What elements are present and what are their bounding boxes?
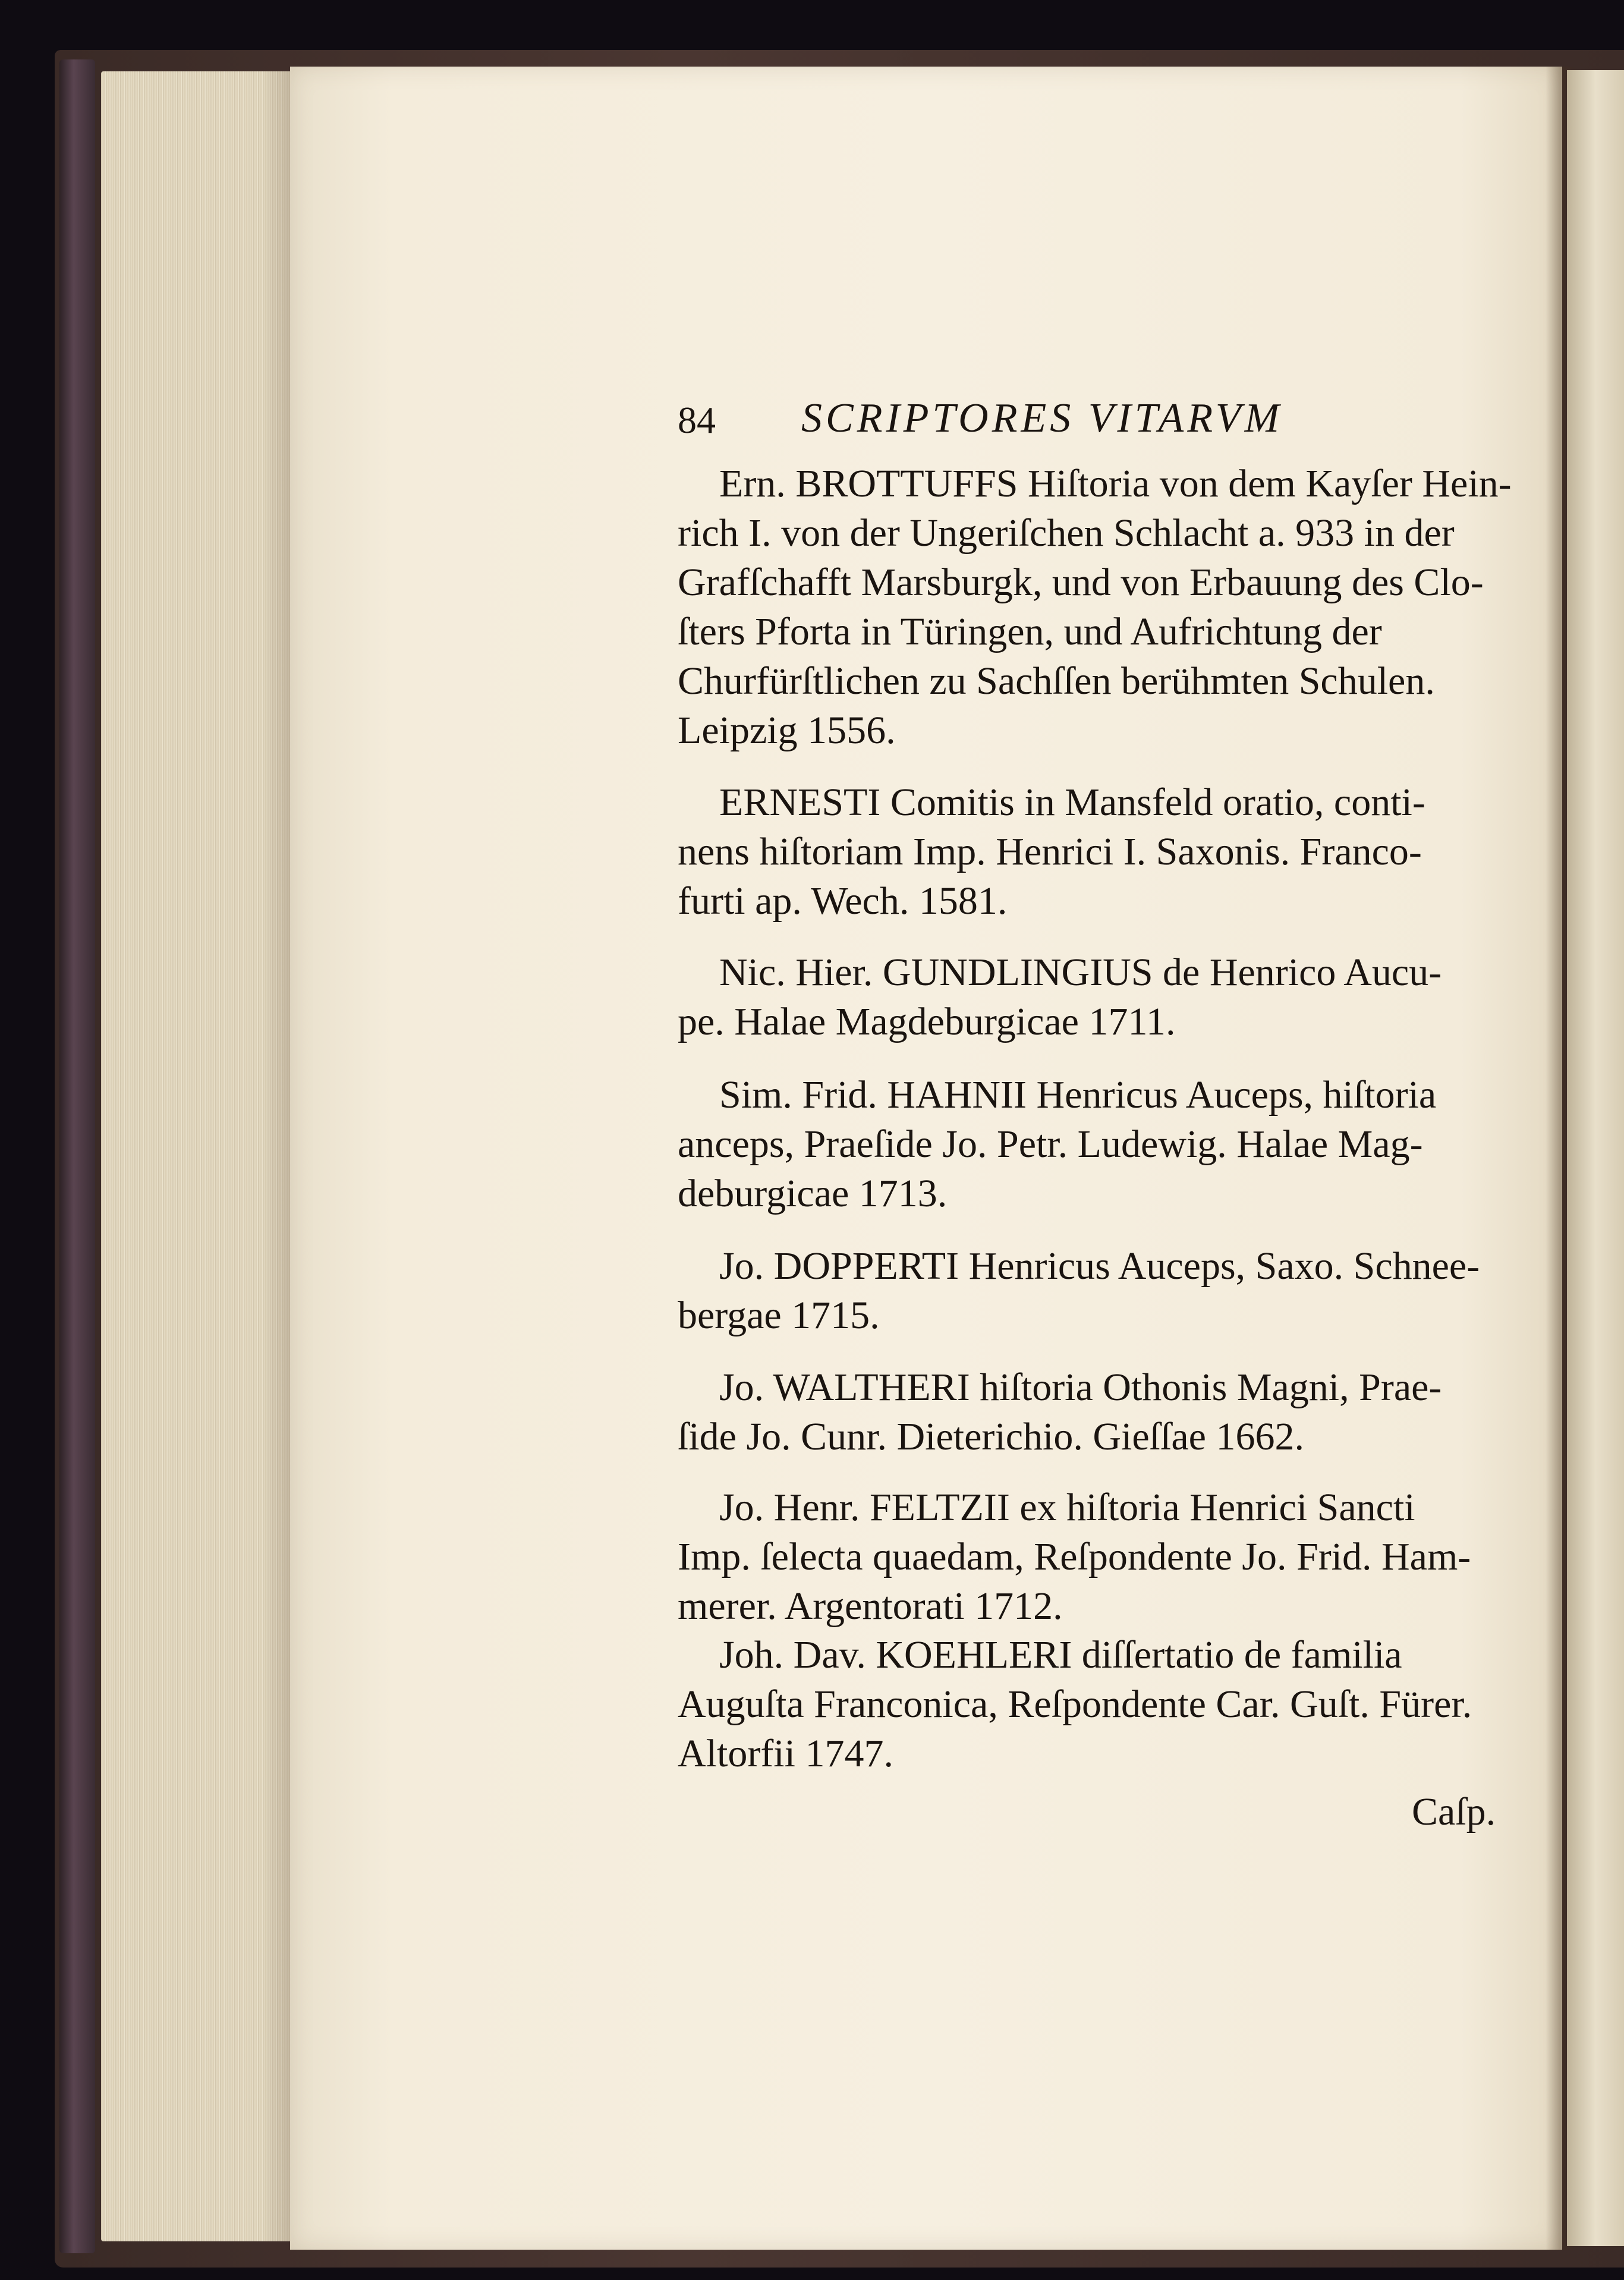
entry-line: Grafſchafft Marsburgk, und von Erbauung des Clo- (678, 561, 1484, 604)
entry-line: Nic. Hier. GUNDLINGIUS de Henrico Aucu- (719, 951, 1442, 994)
facing-page (1567, 70, 1624, 2246)
catchword: Caſp. (1412, 1790, 1496, 1834)
entry-line: merer. Argentorati 1712. (678, 1584, 1063, 1628)
bibliography-entry (678, 1483, 1498, 1631)
entry-line: Sim. Frid. HAHNII Henricus Auceps, hiſtoria (719, 1073, 1437, 1117)
running-title: SCRIPTORES VITARVM (801, 395, 1283, 441)
entry-line: Altorfii 1747. (678, 1732, 893, 1775)
entry-line: Joh. Dav. KOEHLERI diſſertatio de familia (719, 1633, 1402, 1677)
page-header (678, 392, 1486, 464)
bibliography-entry (678, 948, 1498, 1046)
entry-line: deburgicae 1713. (678, 1172, 948, 1215)
entry-line: rich I. von der Ungeriſchen Schlacht a. 933 in der (678, 511, 1455, 555)
entry-line: Jo. Henr. FELTZII ex hiſtoria Henrici Sancti (719, 1486, 1415, 1529)
entry-line: Jo. WALTHERI hiſtoria Othonis Magni, Prae- (719, 1366, 1442, 1409)
entry-line: ſters Pforta in Türingen, und Aufrichtung der (678, 610, 1382, 653)
entry-line: anceps, Praeſide Jo. Petr. Ludewig. Halae Mag- (678, 1122, 1423, 1166)
entry-line: nens hiſtoriam Imp. Henrici I. Saxonis. Franco- (678, 830, 1422, 873)
spine-edge (59, 59, 95, 2253)
entry-line: pe. Halae Magdeburgicae 1711. (678, 1000, 1176, 1043)
entry-line: Imp. ſelecta quaedam, Reſpondente Jo. Frid. Ham- (678, 1535, 1471, 1578)
bibliography-entry (678, 778, 1498, 926)
entry-line: Auguſta Franconica, Reſpondente Car. Guſt. Fürer. (678, 1683, 1472, 1726)
bibliography-entry (678, 459, 1512, 755)
bibliography-entry (678, 1070, 1498, 1218)
entry-line: ſide Jo. Cunr. Dieterichio. Gieſſae 1662. (678, 1415, 1304, 1458)
entry-line: Jo. DOPPERTI Henricus Auceps, Saxo. Schnee- (719, 1244, 1480, 1288)
entry-line: bergae 1715. (678, 1294, 880, 1337)
bibliography-entry (678, 1363, 1498, 1461)
entry-line: Ern. BROTTUFFS Hiſtoria von dem Kayſer Hein- (719, 462, 1512, 505)
page-number: 84 (678, 399, 716, 441)
bibliography-entry (678, 1241, 1498, 1340)
entry-line: Leipzig 1556. (678, 709, 896, 752)
entry-line: ERNESTI Comitis in Mansfeld oratio, conti- (719, 781, 1425, 824)
bibliography-entry (678, 1630, 1498, 1778)
entry-line: furti ap. Wech. 1581. (678, 879, 1008, 923)
entry-line: Churfürſtlichen zu Sachſſen berühmten Schulen. (678, 659, 1435, 703)
